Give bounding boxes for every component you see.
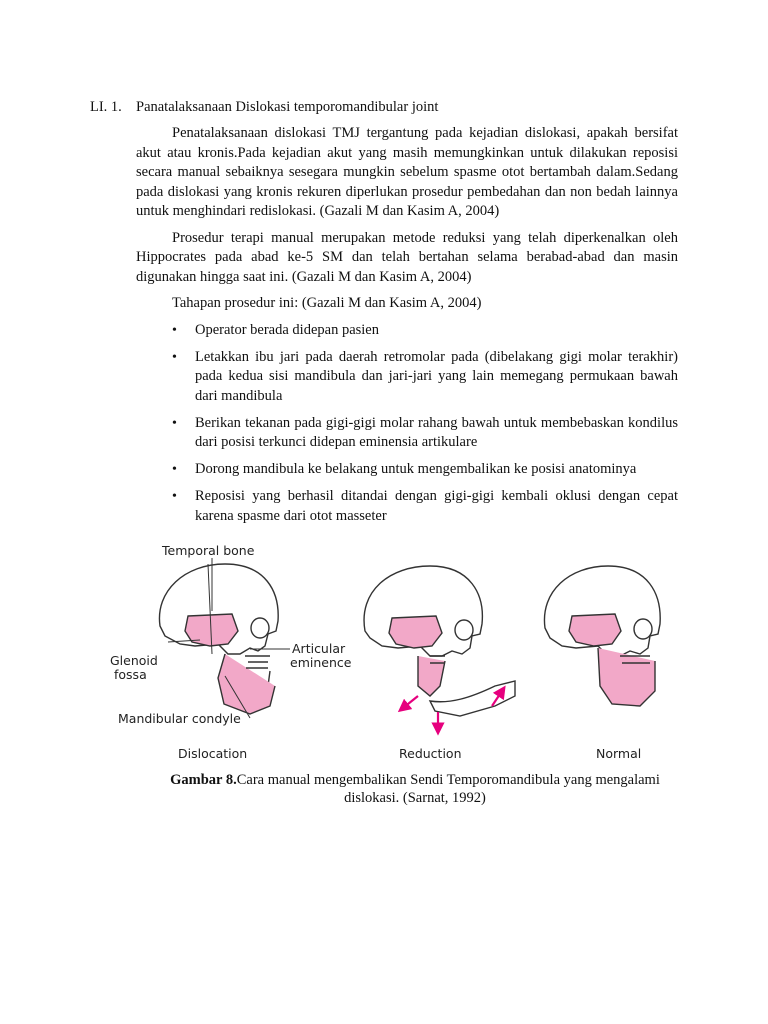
procedure-list — [136, 321, 678, 527]
figure-caption — [140, 771, 690, 807]
label-dislocation: Dislocation — [178, 746, 248, 761]
section-number: LI. 1. — [90, 99, 122, 115]
label-reduction: Reduction — [399, 746, 462, 761]
list-item: • Berikan tekanan pada gigi-gigi molar rahang bawah untuk membebaskan kondilus dari posisi terkunci didepan eminensia artikulare — [172, 414, 678, 450]
paragraph-1: Penatalaksanaan dislokasi TMJ tergantung pada kejadian dislokasi, apakah bersifat akut atau kronis.Pada kejadian akut yang masih memungkinkan untuk dilakukan reposisi secara manual sebaiknya sesegara mungkin sebelum spasme otot bertambah dalam.Sedang pada dislokasi yang kronis rekuren diperlukan prosedur pembedahan dan non bedah lainnya untuk menghindari redislokasi. (Gazali M dan Kasim A, 2004) — [136, 125, 678, 219]
list-item: • Letakkan ibu jari pada daerah retromolar pada (dibelakang gigi molar terakhir) pada kedua sisi mandibula dan jari-jari yang lain memegang permukaan bawah dari mandibula — [172, 348, 678, 404]
caption-label: Gambar 8. — [170, 772, 237, 788]
skull-normal-illustration — [544, 566, 660, 706]
list-item: • Reposisi yang berhasil ditandai dengan gigi-gigi kembali oklusi dengan cepat karena spasme dari otot masseter — [172, 488, 678, 524]
bullet-icon: • — [172, 349, 177, 365]
bullet-icon: • — [172, 415, 177, 431]
label-temporal-bone: Temporal bone — [162, 543, 255, 558]
paragraph-3: Tahapan prosedur ini: (Gazali M dan Kasim A, 2004) — [172, 295, 482, 311]
tmj-reduction-figure — [100, 536, 680, 766]
skull-illustrations — [100, 536, 680, 766]
caption-line-2: dislokasi. (Sarnat, 1992) — [344, 790, 486, 806]
label-articular-line-1: Articular — [292, 641, 346, 656]
label-normal: Normal — [596, 746, 642, 761]
section-title: Panatalaksanaan Dislokasi temporomandibular joint — [136, 99, 439, 115]
label-articular-line-2: eminence — [290, 655, 352, 670]
body-text — [136, 124, 678, 534]
bullet-icon: • — [172, 322, 177, 338]
label-glenoid-line-2: fossa — [114, 667, 147, 682]
bullet-icon: • — [172, 462, 177, 477]
bullet-icon: • — [172, 489, 177, 504]
skull-dislocation-illustration — [159, 564, 278, 714]
list-item: • Operator berada didepan pasien — [136, 321, 678, 341]
label-glenoid-line-1: Glenoid — [110, 653, 158, 668]
list-item: • Dorong mandibula ke belakang untuk mengembalikan ke posisi anatominya — [136, 460, 678, 480]
section-heading — [90, 99, 438, 116]
label-mandibular-condyle: Mandibular condyle — [118, 711, 241, 726]
paragraph-2: Prosedur terapi manual merupakan metode reduksi yang telah diperkenalkan oleh Hippocrates pada abad ke-5 SM dan telah bertahan selama berabad-abad dan masin digunakan hingga saat ini. (Gazali M dan Kasim A, 2004) — [136, 229, 678, 285]
skull-reduction-illustration — [364, 566, 515, 716]
caption-line-1: Cara manual mengembalikan Sendi Temporomandibula yang mengalami — [236, 772, 660, 788]
